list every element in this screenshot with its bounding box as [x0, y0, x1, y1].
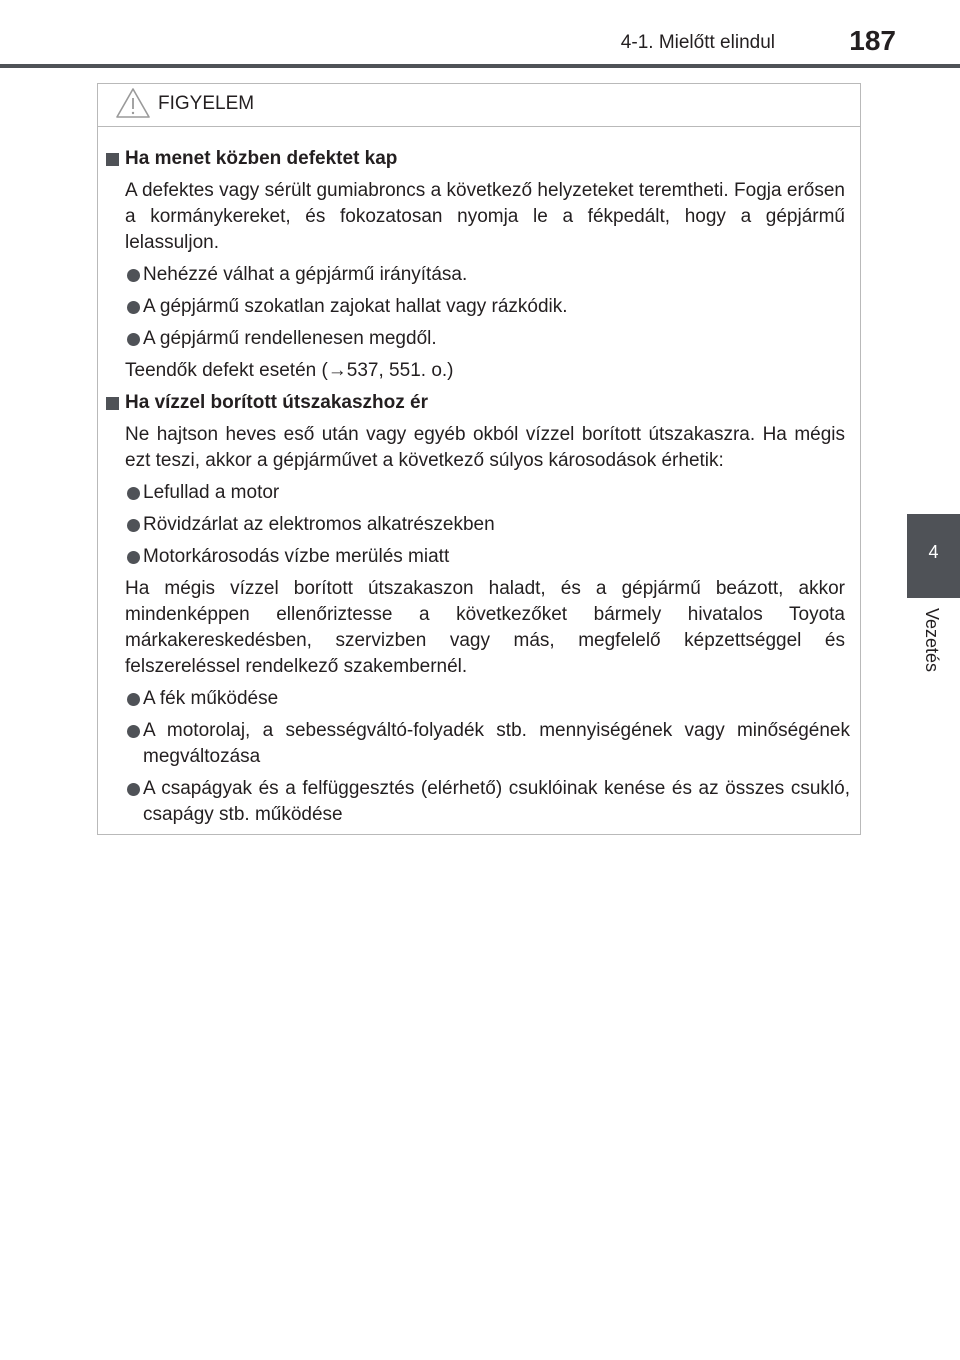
list-item	[98, 326, 860, 352]
square-bullet-icon	[106, 397, 119, 410]
list-item	[98, 686, 860, 712]
round-bullet-icon	[127, 269, 140, 282]
warning-title: FIGYELEM	[158, 93, 255, 114]
section-heading-text: Ha menet közben defektet kap	[125, 148, 398, 169]
section-heading	[98, 146, 860, 172]
square-bullet-icon	[106, 153, 119, 166]
section-heading	[98, 390, 860, 416]
warning-header	[98, 84, 860, 127]
chapter-tab	[907, 514, 960, 598]
list-item	[98, 544, 860, 570]
warning-triangle-icon	[115, 86, 151, 120]
header-divider	[0, 64, 960, 68]
list-item	[98, 776, 860, 828]
page-number: 187	[849, 25, 896, 56]
round-bullet-icon	[127, 519, 140, 532]
list-item	[98, 718, 860, 770]
round-bullet-icon	[127, 551, 140, 564]
list-item-text: A gépjármű rendellenesen megdől.	[143, 328, 437, 349]
section-heading-text: Ha vízzel borított útszakaszhoz ér	[125, 392, 429, 413]
list-item-text: Rövidzárlat az elektromos alkatrészekben	[143, 514, 495, 535]
list-item-text: A motorolaj, a sebességváltó-folyadék stb. mennyiségének vagy minőségének megváltozása	[143, 720, 850, 767]
warning-box	[97, 83, 861, 835]
warning-content	[98, 146, 860, 834]
round-bullet-icon	[127, 725, 140, 738]
section-outro: Teendők defekt esetén (→537, 551. o.)	[125, 360, 454, 381]
round-bullet-icon	[127, 783, 140, 796]
list-item-text: Nehézzé válhat a gépjármű irányítása.	[143, 264, 468, 285]
round-bullet-icon	[127, 301, 140, 314]
list-item	[98, 512, 860, 538]
section-title: 4-1. Mielőtt elindul	[620, 32, 775, 53]
round-bullet-icon	[127, 487, 140, 500]
chapter-tab-number: 4	[928, 542, 939, 562]
section-middle: Ha mégis vízzel borított útszakaszon haladt, és a gépjármű beázott, akkor mindenképpen ellenőriztesse a következőket bármely hivatalos Toyota márkakereskedésben, szervizben vagy más, megfelelő képzettséggel és felszereléssel rendelkező szakembernél.	[125, 578, 845, 677]
section-intro: A defektes vagy sérült gumiabroncs a következő helyzeteket teremtheti. Fogja erősen a kormánykereket, és fokozatosan nyomja le a fékpedált, hogy a gépjármű lelassuljon.	[125, 180, 845, 253]
list-item-text: A fék működése	[143, 688, 279, 709]
list-item-text: A csapágyak és a felfüggesztés (elérhető) csuklóinak kenése és az összes csukló, csapágy stb. működése	[143, 778, 850, 825]
list-item-text: A gépjármű szokatlan zajokat hallat vagy rázkódik.	[143, 296, 568, 317]
round-bullet-icon	[127, 333, 140, 346]
list-item	[98, 294, 860, 320]
section-intro: Ne hajtson heves eső után vagy egyéb okból vízzel borított útszakaszra. Ha mégis ezt teszi, akkor a gépjárművet a következő súlyos károsodások érhetik:	[125, 424, 845, 471]
list-item-text: Lefullad a motor	[143, 482, 280, 503]
list-item	[98, 262, 860, 288]
list-item	[98, 480, 860, 506]
round-bullet-icon	[127, 693, 140, 706]
list-item-text: Motorkárosodás vízbe merülés miatt	[143, 546, 450, 567]
chapter-tab-label: Vezetés	[922, 608, 942, 673]
